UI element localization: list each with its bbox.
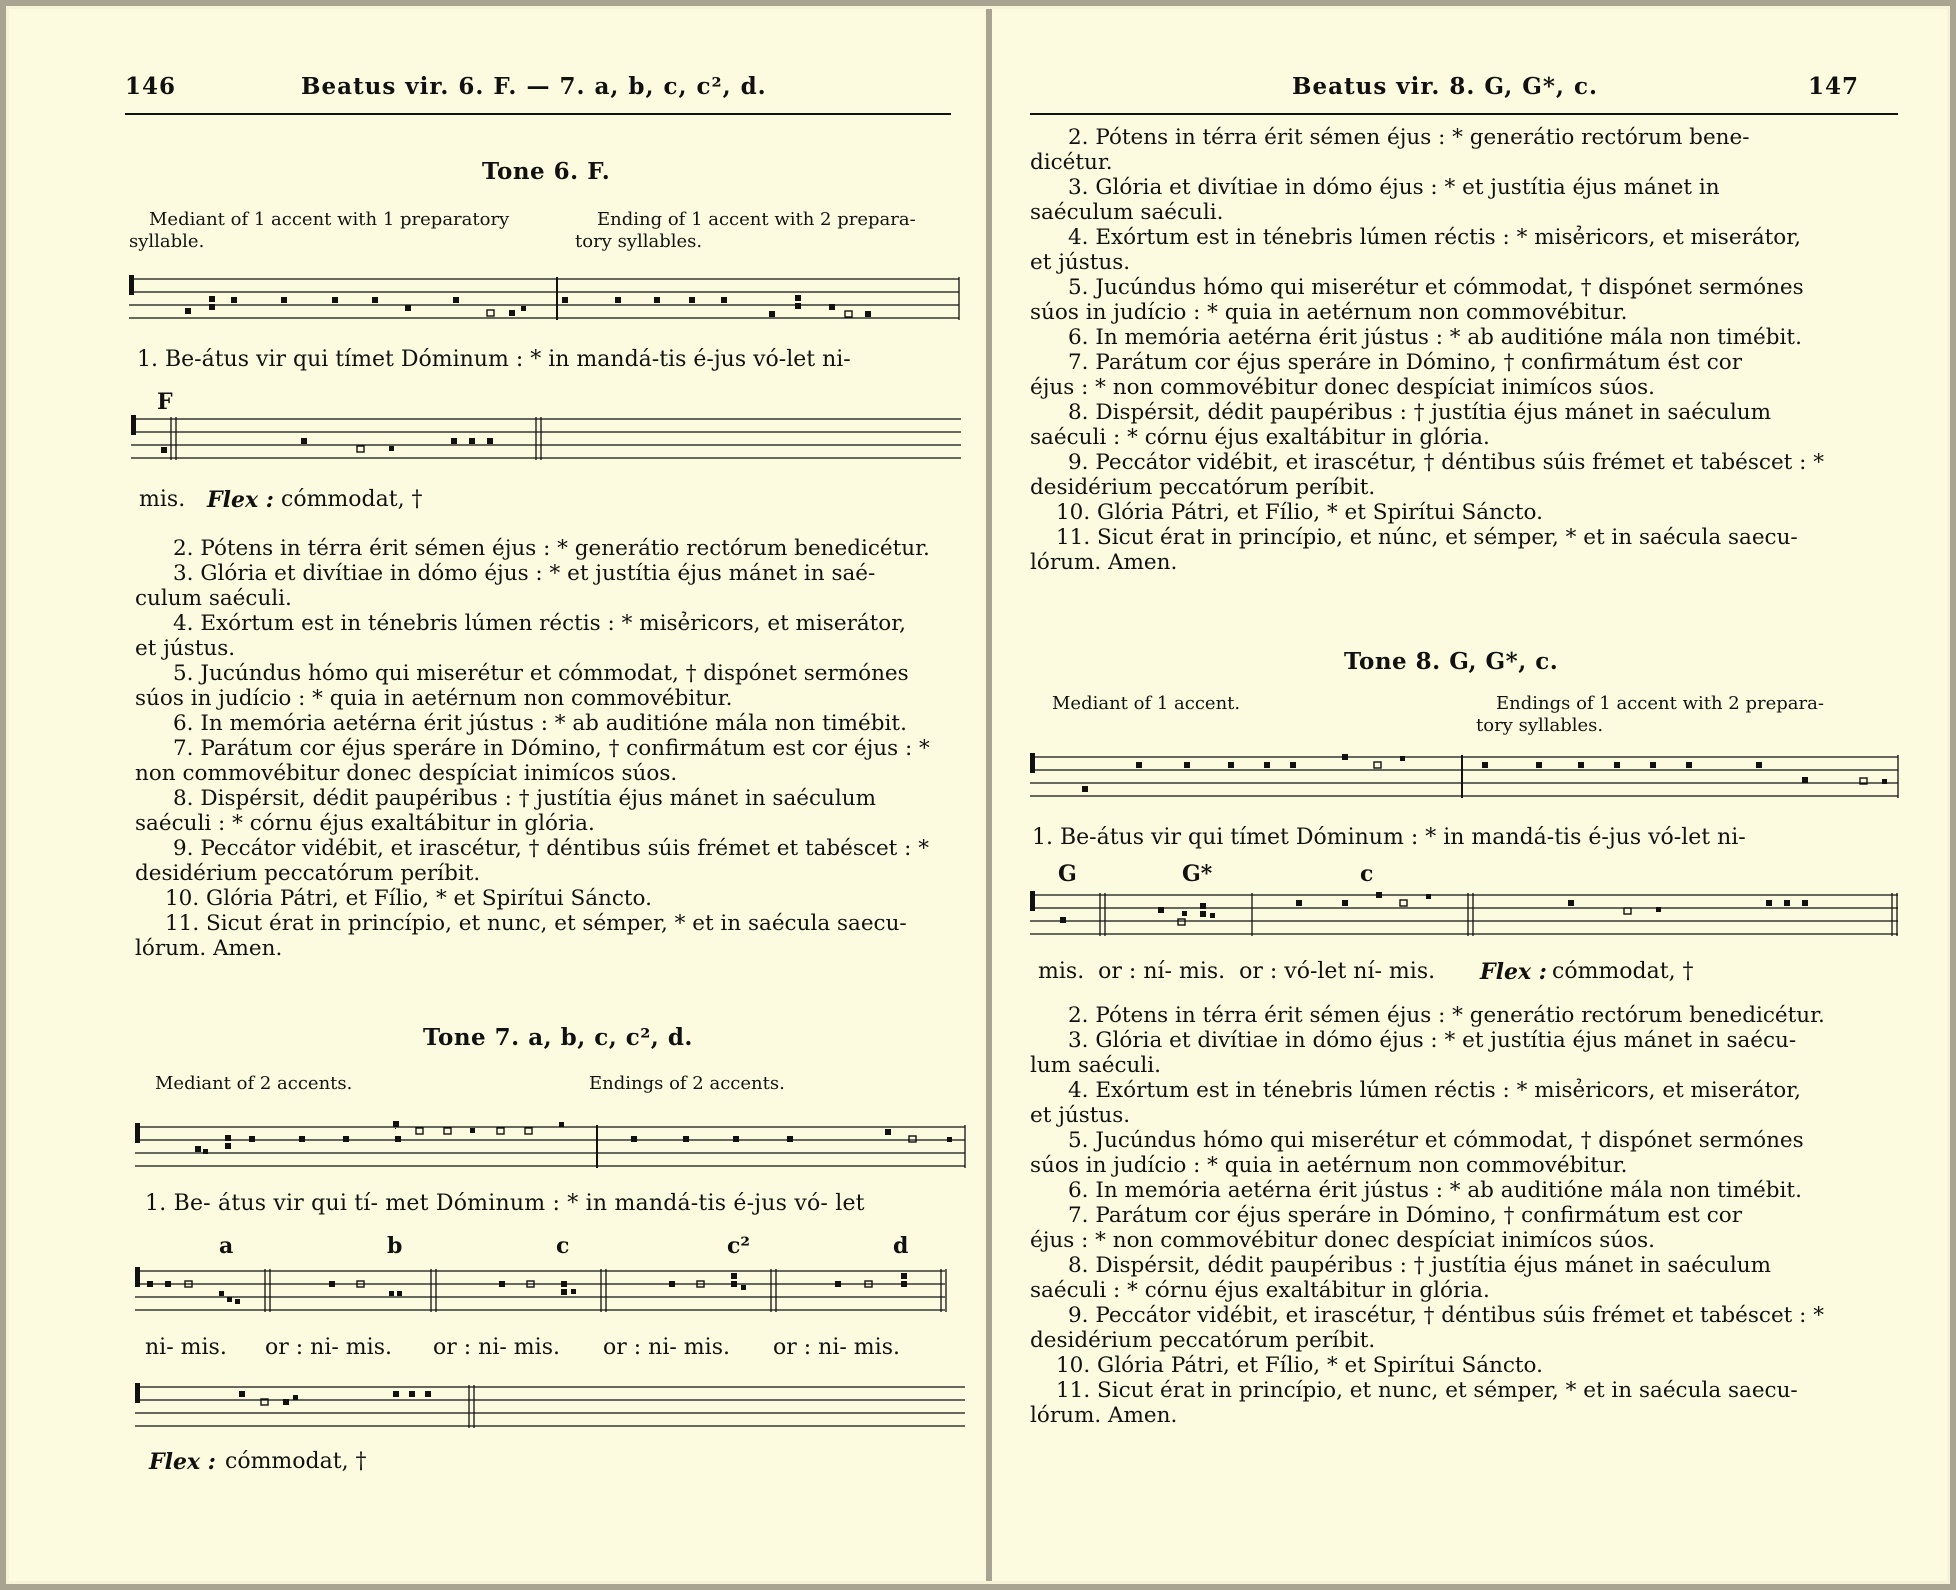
tone6-flex-label: Flex : bbox=[207, 487, 274, 513]
tone8-flex-text: cómmodat, † bbox=[1552, 959, 1694, 984]
verse-line: saéculi : * córnu éjus exaltábitur in glória. bbox=[135, 811, 595, 836]
verse-line: 11. Sicut érat in princípio, et nunc, et sémper, * et in saécula saecu- bbox=[1056, 1378, 1798, 1403]
tone7-verse1: 1. Be- átus vir qui tí- met Dóminum : * in mandá-tis é-jus vó- let bbox=[145, 1191, 865, 1216]
verse-line: 4. Exórtum est in ténebris lúmen réctis : * misẻricors, et miserátor, bbox=[1068, 225, 1801, 250]
tone8-letter-g: G bbox=[1058, 861, 1077, 887]
tone8-mediant-label: Mediant of 1 accent. bbox=[1052, 693, 1241, 714]
verse-line: desidérium peccatórum períbit. bbox=[135, 861, 481, 886]
tone6-ending-label: Ending of 1 accent with 2 prepara- bbox=[597, 209, 916, 230]
verse-line: súos in judício : * quia in aetérnum non commovébitur. bbox=[1030, 300, 1628, 325]
verse-line: 6. In memória aetérna érit jústus : * ab auditióne mála non timébit. bbox=[1068, 1178, 1802, 1203]
verse-line: 3. Glória et divítiae in dómo éjus : * et justítia éjus mánet in bbox=[1068, 175, 1720, 200]
verse-line: lórum. Amen. bbox=[135, 936, 283, 961]
verse-line: 9. Peccátor vidébit, et irascétur, † déntibus súis frémet et tabéscet : * bbox=[1068, 1303, 1824, 1328]
left-page bbox=[9, 9, 986, 1581]
tone6-mediant-label-2: syllable. bbox=[129, 231, 205, 252]
right-page bbox=[992, 9, 1953, 1581]
page-number: 147 bbox=[1808, 73, 1860, 100]
left-verses bbox=[135, 536, 965, 961]
book-spread bbox=[6, 6, 1950, 1584]
verse-line: 2. Pótens in térra érit sémen éjus : * generátio rectórum bene- bbox=[1068, 125, 1750, 150]
verse-line: 10. Glória Pátri, et Fílio, * et Spirítui Sáncto. bbox=[1056, 500, 1543, 525]
verse-line: 11. Sicut érat in princípio, et nunc, et sémper, * et in saécula saecu- bbox=[165, 911, 907, 936]
verse-line: 6. In memória aetérna érit jústus : * ab auditióne mála non timébit. bbox=[173, 711, 907, 736]
tone6-ending-label-2: tory syllables. bbox=[575, 231, 703, 252]
tone6-mediant-label: Mediant of 1 accent with 1 preparatory bbox=[149, 209, 510, 230]
tone7-nimis-a: ni- mis. bbox=[145, 1335, 227, 1360]
tone6-mis: mis. bbox=[139, 487, 186, 512]
verse-line: saéculi : * córnu éjus exaltábitur in glória. bbox=[1030, 425, 1490, 450]
tone8-title: Tone 8. G, G*, c. bbox=[1344, 648, 1559, 675]
header-rule bbox=[125, 113, 951, 115]
verse-line: 7. Parátum cor éjus speráre in Dómino, † confirmátum ést cor bbox=[1068, 350, 1743, 375]
verse-line: et jústus. bbox=[1030, 1103, 1131, 1128]
tone8-endings-label-2: tory syllables. bbox=[1476, 715, 1604, 736]
tone7-endings-label: Endings of 2 accents. bbox=[589, 1073, 785, 1094]
verse-line: et jústus. bbox=[1030, 250, 1131, 275]
verse-line: non commovébitur donec despíciat inimícos súos. bbox=[135, 761, 678, 786]
verse-line: súos in judício : * quia in aetérnum non commovébitur. bbox=[1030, 1153, 1628, 1178]
verse-line: éjus : * non commovébitur donec despíciat inimícos súos. bbox=[1030, 375, 1655, 400]
verse-line: dicétur. bbox=[1030, 150, 1113, 175]
tone8-letter-gstar: G* bbox=[1182, 861, 1213, 887]
verse-line: saéculi : * córnu éjus exaltábitur in glória. bbox=[1030, 1278, 1490, 1303]
verse-line: 10. Glória Pátri, et Fílio, * et Spirítui Sáncto. bbox=[1056, 1353, 1543, 1378]
verse-line: 3. Glória et divítiae in dómo éjus : * et justítia éjus mánet in saécu- bbox=[1068, 1028, 1797, 1053]
tone7-letter-c2: c² bbox=[727, 1233, 751, 1259]
verse-line: súos in judício : * quia in aetérnum non commovébitur. bbox=[135, 686, 733, 711]
verse-line: lum saéculi. bbox=[1030, 1053, 1161, 1078]
tone8-mis-line: mis. or : ní- mis. or : vó-let ní- mis. bbox=[1038, 959, 1436, 984]
verse-line: 2. Pótens in térra érit sémen éjus : * generátio rectórum benedicétur. bbox=[1068, 1003, 1825, 1028]
tone7-nimis-b: or : ni- mis. bbox=[265, 1335, 392, 1360]
verse-line: 5. Jucúndus hómo qui miserétur et cómmodat, † dispónet sermónes bbox=[1068, 1128, 1804, 1153]
tone7-letter-d: d bbox=[893, 1233, 909, 1259]
page-number: 146 bbox=[125, 73, 177, 100]
tone6-flex-staff bbox=[131, 411, 961, 471]
verse-line: 4. Exórtum est in ténebris lúmen réctis : * misẻricors, et miserátor, bbox=[173, 611, 906, 636]
tone7-letter-a: a bbox=[219, 1233, 234, 1259]
verse-line: lórum. Amen. bbox=[1030, 1403, 1178, 1428]
right-verses-top bbox=[1030, 125, 1910, 575]
verse-line: 4. Exórtum est in ténebris lúmen réctis : * misẻricors, et miserátor, bbox=[1068, 1078, 1801, 1103]
tone8-letter-c: c bbox=[1360, 861, 1374, 887]
verse-line: 2. Pótens in térra érit sémen éjus : * generátio rectórum benedicétur. bbox=[173, 536, 930, 561]
verse-line: 8. Dispérsit, dédit paupéribus : † justítia éjus mánet in saéculum bbox=[1068, 400, 1772, 425]
verse-line: 9. Peccátor vidébit, et irascétur, † déntibus súis frémet et tabéscet : * bbox=[173, 836, 929, 861]
running-head: Beatus vir. 6. F. — 7. a, b, c, c², d. bbox=[301, 73, 767, 100]
tone7-flex-label: Flex : bbox=[149, 1449, 216, 1475]
verse-line: 6. In memória aetérna érit jústus : * ab auditióne mála non timébit. bbox=[1068, 325, 1802, 350]
tone6-title: Tone 6. F. bbox=[482, 158, 611, 185]
tone8-endings-staff bbox=[1030, 887, 1898, 947]
verse-line: 8. Dispérsit, dédit paupéribus : † justítia éjus mánet in saéculum bbox=[173, 786, 877, 811]
header-rule bbox=[1030, 113, 1898, 115]
tone6-flex-text: cómmodat, † bbox=[281, 487, 423, 512]
verse-line: et jústus. bbox=[135, 636, 236, 661]
tone7-nimis-c: or : ni- mis. bbox=[433, 1335, 560, 1360]
verse-line: 5. Jucúndus hómo qui miserétur et cómmodat, † dispónet sermónes bbox=[1068, 275, 1804, 300]
verse-line: desidérium peccatórum períbit. bbox=[1030, 475, 1376, 500]
verse-line: 9. Peccátor vidébit, et irascétur, † déntibus súis frémet et tabéscet : * bbox=[1068, 450, 1824, 475]
verse-line: 3. Glória et divítiae in dómo éjus : * et justítia éjus mánet in saé- bbox=[173, 561, 876, 586]
tone7-mediant-label: Mediant of 2 accents. bbox=[155, 1073, 353, 1094]
tone7-nimis-c2: or : ni- mis. bbox=[603, 1335, 730, 1360]
tone7-letter-c: c bbox=[556, 1233, 570, 1259]
verse-line: desidérium peccatórum períbit. bbox=[1030, 1328, 1376, 1353]
tone6-staff bbox=[129, 271, 959, 331]
tone7-flex-staff bbox=[135, 1379, 965, 1439]
running-head: Beatus vir. 8. G, G*, c. bbox=[1292, 73, 1598, 100]
verse-line: lórum. Amen. bbox=[1030, 550, 1178, 575]
tone8-flex-label: Flex : bbox=[1480, 959, 1547, 985]
tone6-verse1: 1. Be-átus vir qui tímet Dóminum : * in mandá-tis é-jus vó-let ni- bbox=[137, 347, 851, 372]
verse-line: 7. Parátum cor éjus speráre in Dómino, † confirmátum est cor éjus : * bbox=[173, 736, 930, 761]
tone7-staff bbox=[135, 1119, 965, 1179]
tone8-verse1: 1. Be-átus vir qui tímet Dóminum : * in mandá-tis é-jus vó-let ni- bbox=[1032, 825, 1746, 850]
tone6-ending-letter: F bbox=[157, 389, 173, 415]
verse-line: 5. Jucúndus hómo qui miserétur et cómmodat, † dispónet sermónes bbox=[173, 661, 909, 686]
tone7-nimis-d: or : ni- mis. bbox=[773, 1335, 900, 1360]
tone7-title: Tone 7. a, b, c, c², d. bbox=[423, 1024, 693, 1051]
verse-line: 10. Glória Pátri, et Fílio, * et Spirítui Sáncto. bbox=[165, 886, 652, 911]
verse-line: saéculum saéculi. bbox=[1030, 200, 1224, 225]
tone8-endings-label: Endings of 1 accent with 2 prepara- bbox=[1496, 693, 1824, 714]
verse-line: 11. Sicut érat in princípio, et núnc, et sémper, * et in saécula saecu- bbox=[1056, 525, 1798, 550]
right-verses-bottom bbox=[1030, 1003, 1910, 1428]
tone7-letter-b: b bbox=[387, 1233, 403, 1259]
tone7-endings-staff bbox=[135, 1263, 965, 1323]
verse-line: 7. Parátum cor éjus speráre in Dómino, † confirmátum est cor bbox=[1068, 1203, 1743, 1228]
tone8-staff bbox=[1030, 749, 1898, 809]
tone7-flex-text: cómmodat, † bbox=[225, 1449, 367, 1474]
verse-line: culum saéculi. bbox=[135, 586, 292, 611]
verse-line: éjus : * non commovébitur donec despíciat inimícos súos. bbox=[1030, 1228, 1655, 1253]
verse-line: 8. Dispérsit, dédit paupéribus : † justítia éjus mánet in saéculum bbox=[1068, 1253, 1772, 1278]
